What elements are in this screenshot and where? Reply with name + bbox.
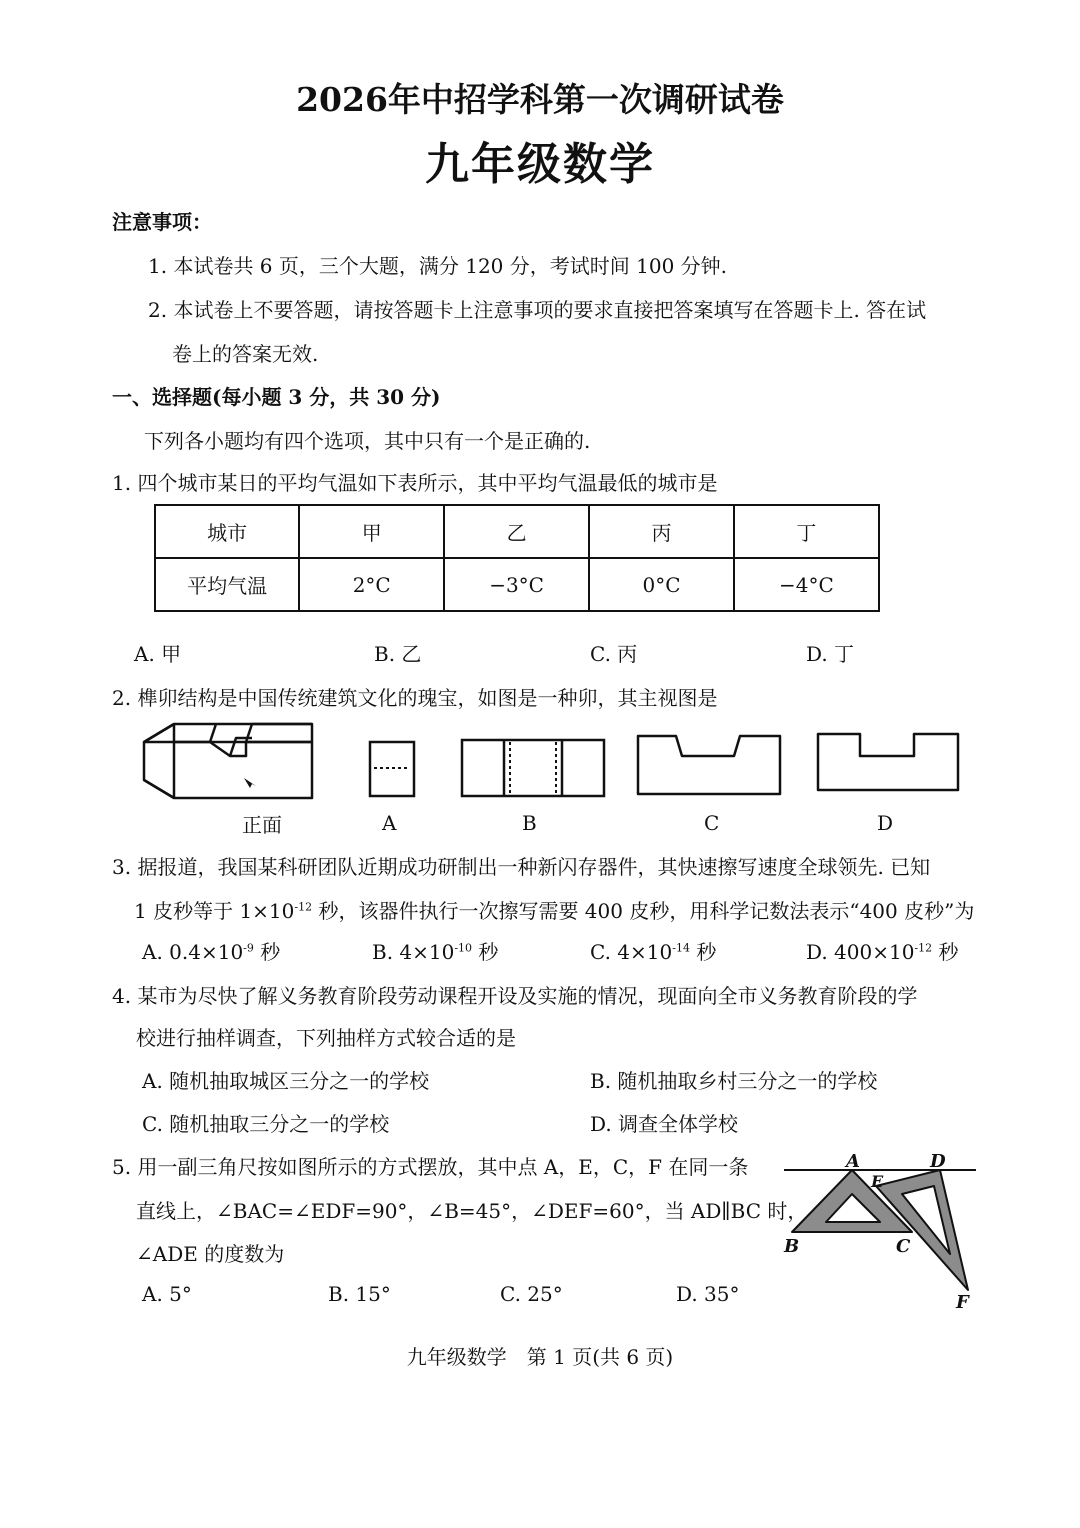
question-5-line-1: 5. 用一副三角尺按如图所示的方式摆放，其中点 A，E，C，F 在同一条 <box>112 1155 749 1179</box>
point-label-f: F <box>956 1292 969 1313</box>
temperature-table <box>154 504 880 612</box>
point-label-b: B <box>784 1236 800 1257</box>
table-cell: 丙 <box>589 505 734 558</box>
question-4-line-1: 4. 某市为尽快了解义务教育阶段劳动课程开设及实施的情况，现面向全市义务教育阶段的学 <box>112 984 918 1008</box>
notice-heading: 注意事项： <box>112 210 212 234</box>
q5-option-d: D. 35° <box>676 1282 740 1306</box>
table-row <box>155 558 879 611</box>
table-cell: −3°C <box>444 558 589 611</box>
q4-option-b: B. 随机抽取乡村三分之一的学校 <box>590 1069 878 1093</box>
notice-item-2-line-2: 卷上的答案无效. <box>172 342 319 366</box>
q3-option-c: C. $4\times 10^{-14}$ 秒 <box>590 940 717 964</box>
section-1-intro: 下列各小题均有四个选项，其中只有一个是正确的. <box>144 429 591 453</box>
question-5-line-2: 直线上，∠BAC=∠EDF=90°，∠B=45°，∠DEF=60°，当 AD∥BC 时， <box>136 1199 808 1223</box>
notice-item-1: 1. 本试卷共 6 页，三个大题，满分 120 分，考试时间 100 分钟. <box>148 254 728 278</box>
page-footer: 九年级数学 第 1 页(共 6 页) <box>406 1345 674 1369</box>
figure-label-front: 正面 <box>242 813 282 837</box>
mortise-3d-figure <box>140 720 320 805</box>
question-3-line-1: 3. 据报道，我国某科研团队近期成功研制出一种新闪存器件，其快速擦写速度全球领先. 已知 <box>112 855 931 879</box>
q5-option-c: C. 25° <box>500 1282 563 1306</box>
table-header-row <box>155 505 879 558</box>
q3-option-d: D. $400\times 10^{-12}$ 秒 <box>806 940 959 964</box>
option-b-figure <box>460 738 606 798</box>
table-cell: −4°C <box>734 558 879 611</box>
q4-option-c: C. 随机抽取三分之一的学校 <box>142 1112 390 1136</box>
option-a-figure <box>368 740 416 798</box>
point-label-d: D <box>930 1151 946 1172</box>
q1-option-c: C. 丙 <box>590 642 638 666</box>
table-cell: 2°C <box>299 558 444 611</box>
question-1-stem: 1. 四个城市某日的平均气温如下表所示，其中平均气温最低的城市是 <box>112 471 718 495</box>
section-1-heading: 一、选择题(每小题 3 分，共 30 分) <box>112 385 441 409</box>
question-2-stem: 2. 榫卯结构是中国传统建筑文化的瑰宝，如图是一种卯，其主视图是 <box>112 686 718 710</box>
exam-title: 2026年中招学科第一次调研试卷 <box>296 80 784 119</box>
table-cell: 平均气温 <box>155 558 299 611</box>
exam-subject: 九年级数学 <box>425 139 655 190</box>
q5-option-b: B. 15° <box>328 1282 391 1306</box>
option-d-figure <box>816 732 960 792</box>
figure-label-d: D <box>877 811 894 835</box>
table-cell: 乙 <box>444 505 589 558</box>
question-4-line-2: 校进行抽样调查，下列抽样方式较合适的是 <box>136 1026 516 1050</box>
q4-option-a: A. 随机抽取城区三分之一的学校 <box>142 1069 430 1093</box>
q3-option-a: A. $0.4\times 10^{-9}$ 秒 <box>142 940 281 964</box>
option-c-figure <box>636 734 782 796</box>
q1-option-d: D. 丁 <box>806 642 855 666</box>
figure-label-c: C <box>704 811 720 835</box>
point-label-a: A <box>846 1151 860 1172</box>
table-cell: 丁 <box>734 505 879 558</box>
q1-option-b: B. 乙 <box>374 642 422 666</box>
q5-option-a: A. 5° <box>142 1282 192 1306</box>
point-label-e: E <box>871 1172 884 1191</box>
figure-label-b: B <box>522 811 537 835</box>
q4-option-d: D. 调查全体学校 <box>590 1112 739 1136</box>
table-cell: 城市 <box>155 505 299 558</box>
table-cell: 0°C <box>589 558 734 611</box>
point-label-c: C <box>896 1236 911 1257</box>
question-5-line-3: ∠ADE 的度数为 <box>136 1242 285 1266</box>
q1-option-a: A. 甲 <box>134 642 182 666</box>
q3-option-b: B. $4\times 10^{-10}$ 秒 <box>372 940 499 964</box>
notice-item-2-line-1: 2. 本试卷上不要答题，请按答题卡上注意事项的要求直接把答案填写在答题卡上. 答在试 <box>148 298 927 322</box>
figure-label-a: A <box>382 811 397 835</box>
table-cell: 甲 <box>299 505 444 558</box>
question-3-line-2: 1 皮秒等于 $1\times 10^{-12}$ 秒，该器件执行一次擦写需要 400 皮秒，用科学记数法表示“400 皮秒”为 <box>134 899 975 923</box>
